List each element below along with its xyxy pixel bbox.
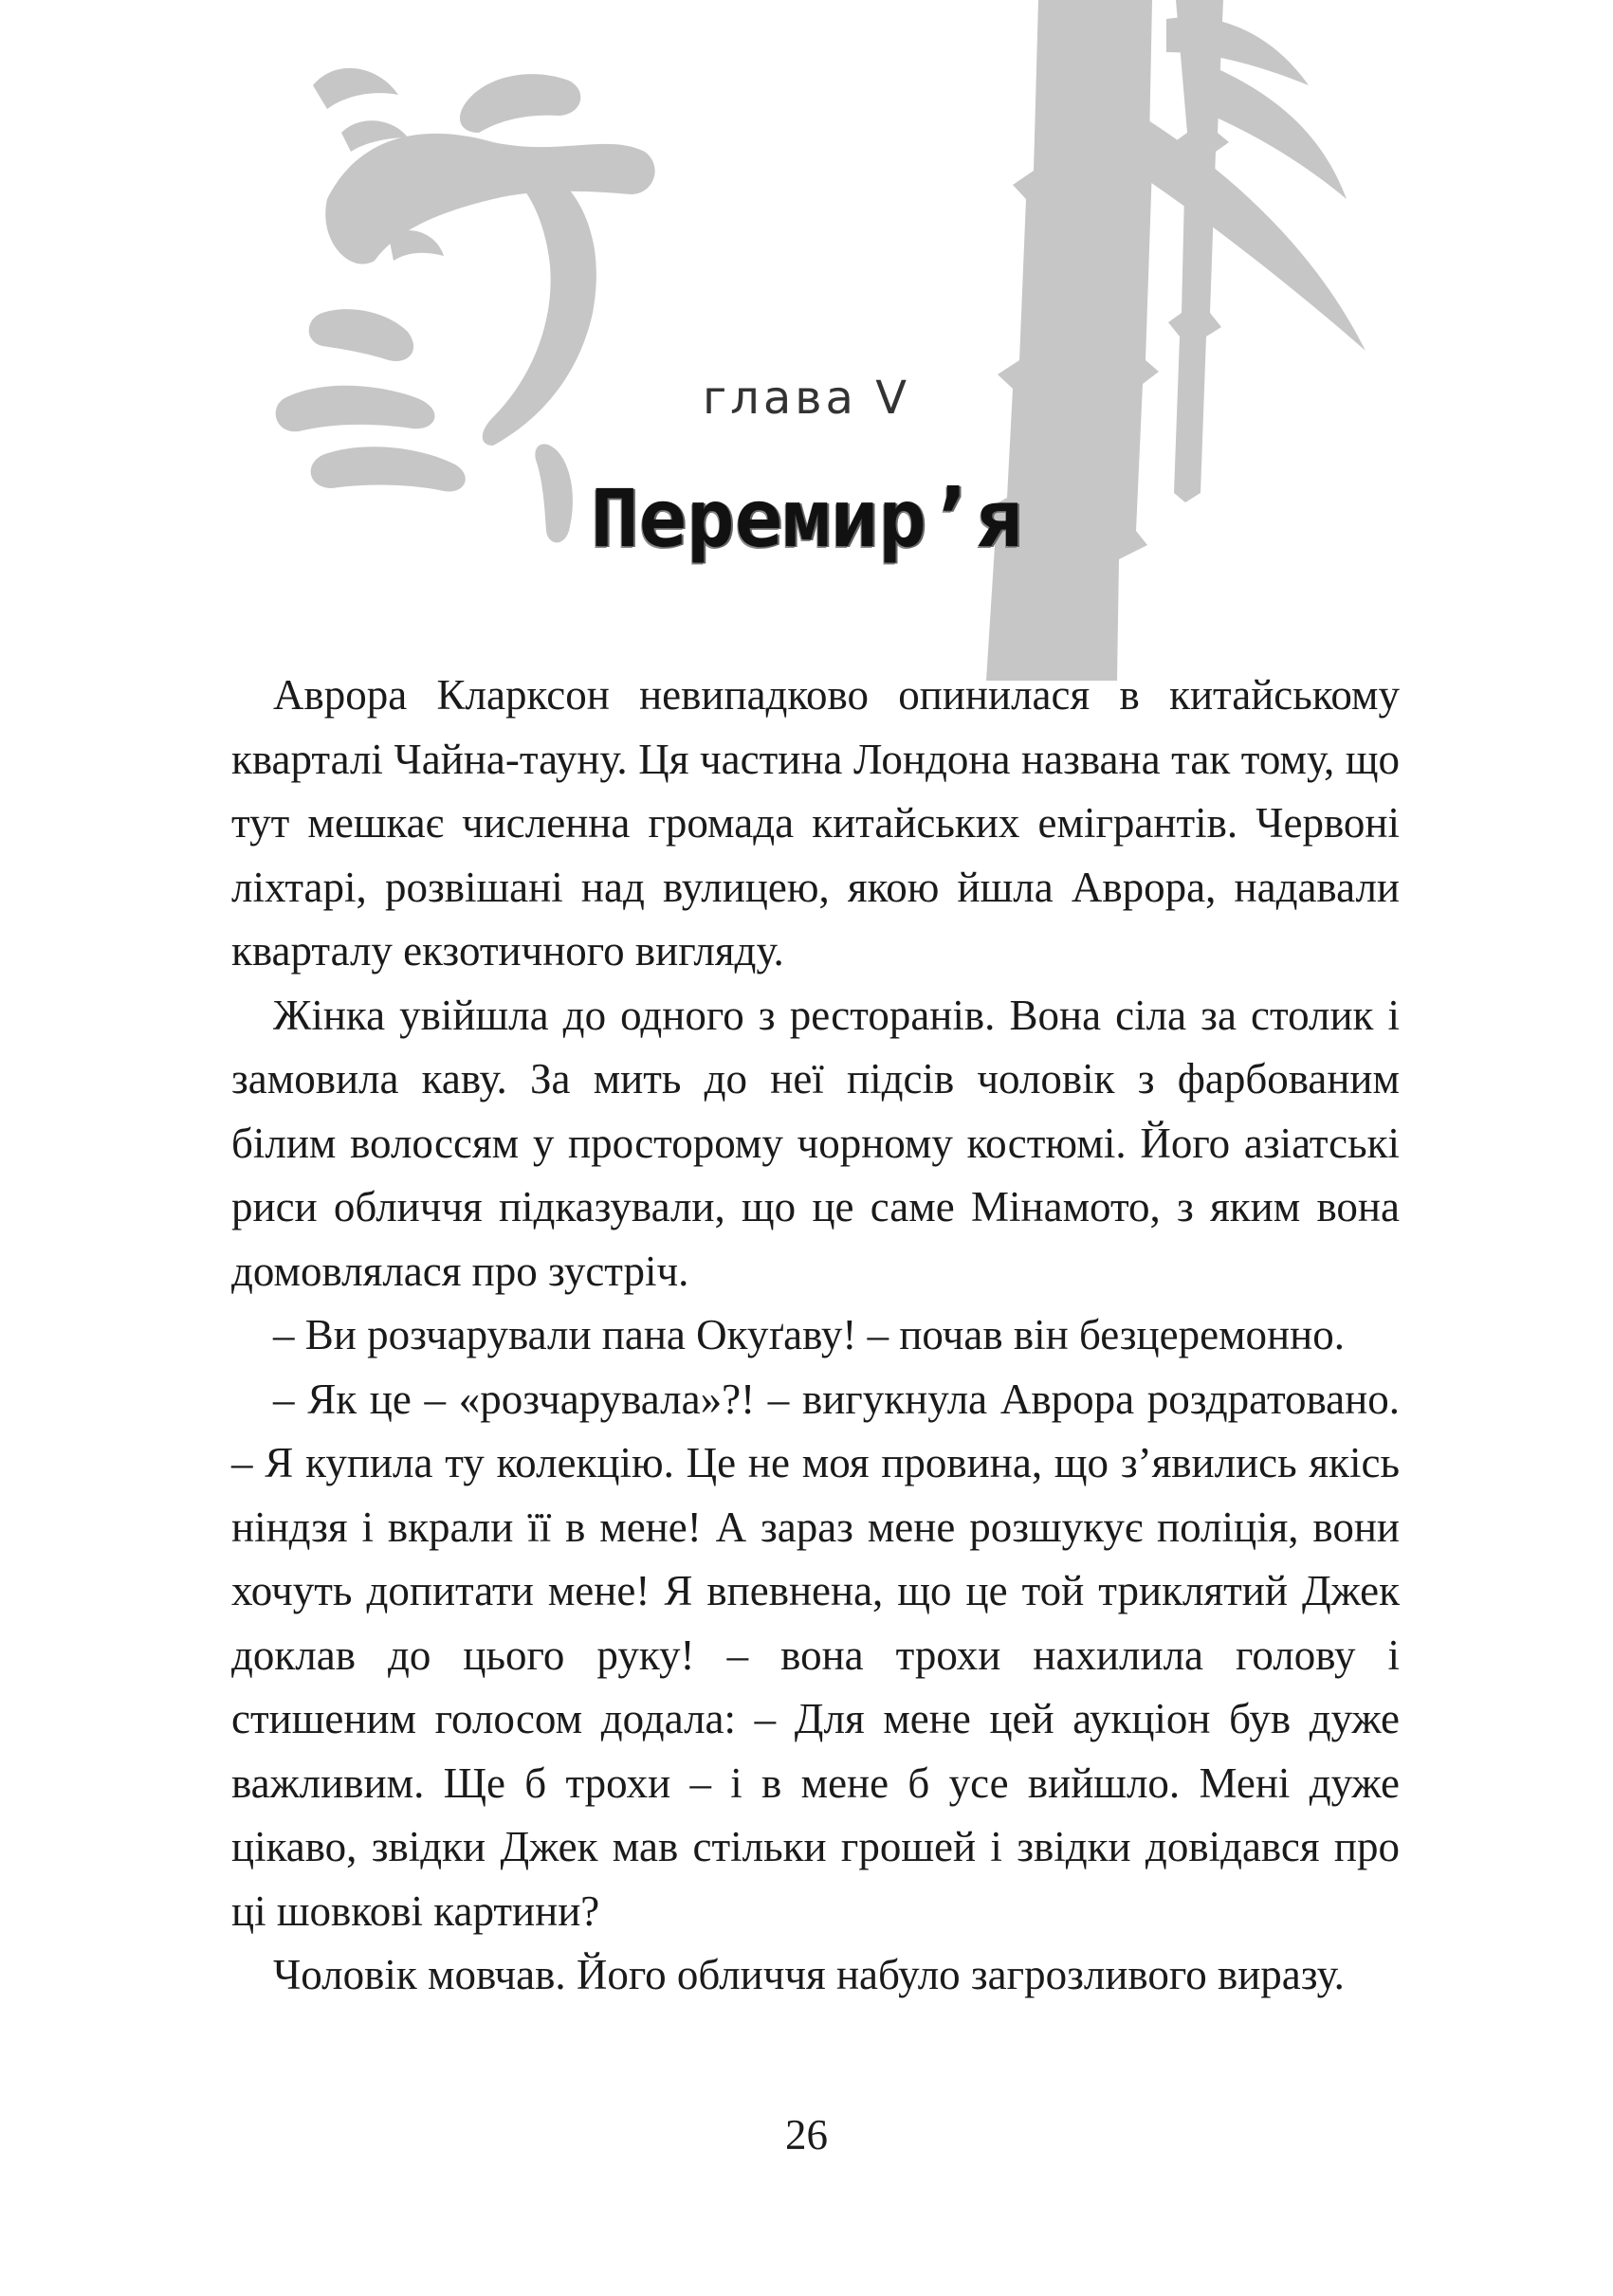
chapter-label: глава V	[702, 372, 911, 425]
chapter-title: Перемир’я	[590, 472, 1023, 565]
paragraph-1: Аврора Кларксон невипадково опинилася в китайському кварталі Чайна-тауну. Ця частина Лондона названа так тому, що тут мешкає численна громада китайських емігрантів. Червоні ліхтарі, розвішані над вулицею, якою йшла Аврора, надавали кварталу екзотичного вигляду.	[231, 671, 1400, 975]
chapter-body	[231, 664, 1400, 2008]
paragraph-3: – Ви розчарували пана Окуґаву! – почав він безцеремонно.	[273, 1311, 1345, 1358]
page-number: 26	[785, 2111, 828, 2159]
bamboo-brush-illustration	[0, 0, 1613, 683]
paragraph-5: Чоловік мовчав. Його обличчя набуло загрозливого виразу.	[273, 1951, 1345, 1998]
paragraph-2: Жінка увійшла до одного з ресторанів. Вона сіла за столик і замовила каву. За мить до неї підсів чоловік з фарбованим білим волоссям у просторому чорному костюмі. Його азіатські риси обличчя підказували, що це саме Мінамото, з яким вона домовлялася про зустріч.	[231, 991, 1400, 1295]
paragraph-4: – Як це – «розчарувала»?! – вигукнула Аврора роздратовано. – Я купила ту колекцію. Це не моя провина, що з’явились якісь ніндзя і вкрали її в мене! А зараз мене розшукує поліція, вони хочуть допитати мене! Я впевнена, що це той триклятий Джек доклав до цього руку! – вона трохи нахилила голову і стишеним голосом додала: – Для мене цей аукціон був дуже важливим. Ще б трохи – і в мене б усе вийшло. Мені дуже цікаво, звідки Джек мав стільки грошей і звідки довідався про ці шовкові картини?	[231, 1375, 1400, 1935]
